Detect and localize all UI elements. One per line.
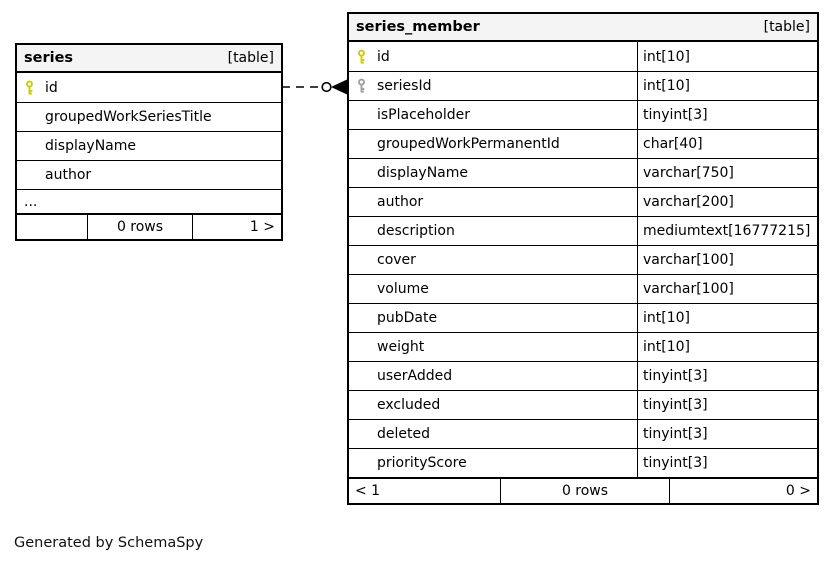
column-name-cell <box>349 304 637 332</box>
column-row-id <box>349 42 817 71</box>
column-type: int[10] <box>637 333 817 361</box>
generator-caption: Generated by SchemaSpy <box>14 535 204 551</box>
column-name: description <box>377 223 455 239</box>
table-type-badge: [table] <box>763 19 810 35</box>
column-name-cell <box>349 391 637 419</box>
column-type: mediumtext[16777215] <box>637 217 817 245</box>
column-name: weight <box>377 339 425 355</box>
table-series-member-title[interactable]: series_member <box>356 19 480 35</box>
column-name-cell <box>349 420 637 448</box>
column-name: pubDate <box>377 310 438 326</box>
column-type: tinyint[3] <box>637 449 817 477</box>
column-row-author <box>17 160 281 189</box>
primary-key-icon <box>357 49 366 64</box>
arrowhead-icon <box>331 80 347 95</box>
column-type: tinyint[3] <box>637 101 817 129</box>
column-name-cell <box>17 132 281 160</box>
column-name-cell <box>17 103 281 131</box>
column-row-volume <box>349 274 817 303</box>
column-row-cover <box>349 245 817 274</box>
column-name-cell <box>349 130 637 158</box>
column-row-id <box>17 73 281 102</box>
primary-key-icon <box>25 80 34 95</box>
column-name: groupedWorkPermanentId <box>377 136 560 152</box>
column-name-cell <box>349 101 637 129</box>
column-name-cell <box>17 73 281 102</box>
column-name: groupedWorkSeriesTitle <box>45 109 212 125</box>
table-series-member <box>347 12 819 505</box>
column-name-cell <box>349 42 637 71</box>
table-series-member-header <box>349 14 817 42</box>
column-name-cell <box>349 275 637 303</box>
column-name-cell <box>349 217 637 245</box>
table-series-title[interactable]: series <box>24 50 74 66</box>
column-row-priorityScore <box>349 448 817 477</box>
column-type: tinyint[3] <box>637 362 817 390</box>
table-series-header <box>17 45 281 73</box>
column-name: volume <box>377 281 429 297</box>
column-name: author <box>377 194 424 210</box>
column-name-cell <box>349 246 637 274</box>
table-series-footer <box>17 213 281 239</box>
column-name-cell <box>349 188 637 216</box>
column-row-deleted <box>349 419 817 448</box>
column-type: tinyint[3] <box>637 420 817 448</box>
column-row-seriesId <box>349 71 817 100</box>
column-name: id <box>377 48 390 65</box>
column-name: displayName <box>377 165 469 181</box>
footer-related-right: 1 > <box>192 215 281 239</box>
table-series-columns <box>17 73 281 189</box>
column-name: seriesId <box>377 78 432 94</box>
relationship-connector <box>281 75 349 99</box>
foreign-key-icon <box>357 79 366 94</box>
column-row-description <box>349 216 817 245</box>
table-series-member-columns <box>349 42 817 477</box>
column-name: excluded <box>377 397 441 413</box>
column-row-groupedWorkSeriesTitle <box>17 102 281 131</box>
column-name: author <box>45 167 92 183</box>
column-name-cell <box>349 159 637 187</box>
column-row-weight <box>349 332 817 361</box>
column-row-displayName <box>349 158 817 187</box>
zero-cardinality-circle-icon <box>322 83 331 92</box>
column-name: priorityScore <box>377 455 467 471</box>
footer-left-cell <box>17 215 87 239</box>
column-row-userAdded <box>349 361 817 390</box>
column-type: int[10] <box>637 304 817 332</box>
column-name: deleted <box>377 426 430 442</box>
column-name-cell <box>349 333 637 361</box>
column-name-cell <box>349 362 637 390</box>
column-type: varchar[100] <box>637 275 817 303</box>
footer-related-right: 0 > <box>669 479 817 503</box>
column-type: char[40] <box>637 130 817 158</box>
column-name: isPlaceholder <box>377 107 470 123</box>
column-name-cell <box>349 449 637 477</box>
column-name: displayName <box>45 138 137 154</box>
column-type: int[10] <box>637 72 817 100</box>
column-type: varchar[200] <box>637 188 817 216</box>
table-type-badge: [table] <box>227 50 274 66</box>
footer-rows-count: 0 rows <box>87 215 192 239</box>
footer-related-left: < 1 <box>355 483 381 499</box>
column-type: varchar[750] <box>637 159 817 187</box>
column-row-excluded <box>349 390 817 419</box>
column-row-groupedWorkPermanentId <box>349 129 817 158</box>
column-name: userAdded <box>377 368 453 384</box>
column-row-displayName <box>17 131 281 160</box>
column-type: int[10] <box>637 42 817 71</box>
column-type: varchar[100] <box>637 246 817 274</box>
column-name: id <box>45 79 58 96</box>
footer-rows-count: 0 rows <box>500 479 669 503</box>
column-row-isPlaceholder <box>349 100 817 129</box>
column-row-pubDate <box>349 303 817 332</box>
column-name: cover <box>377 252 416 268</box>
truncation-indicator <box>17 189 281 213</box>
table-series <box>15 43 283 241</box>
column-type: tinyint[3] <box>637 391 817 419</box>
truncation-dots: ... <box>24 193 38 210</box>
table-series-member-footer <box>349 477 817 503</box>
column-row-author <box>349 187 817 216</box>
column-name-cell <box>349 72 637 100</box>
column-name-cell <box>17 161 281 189</box>
